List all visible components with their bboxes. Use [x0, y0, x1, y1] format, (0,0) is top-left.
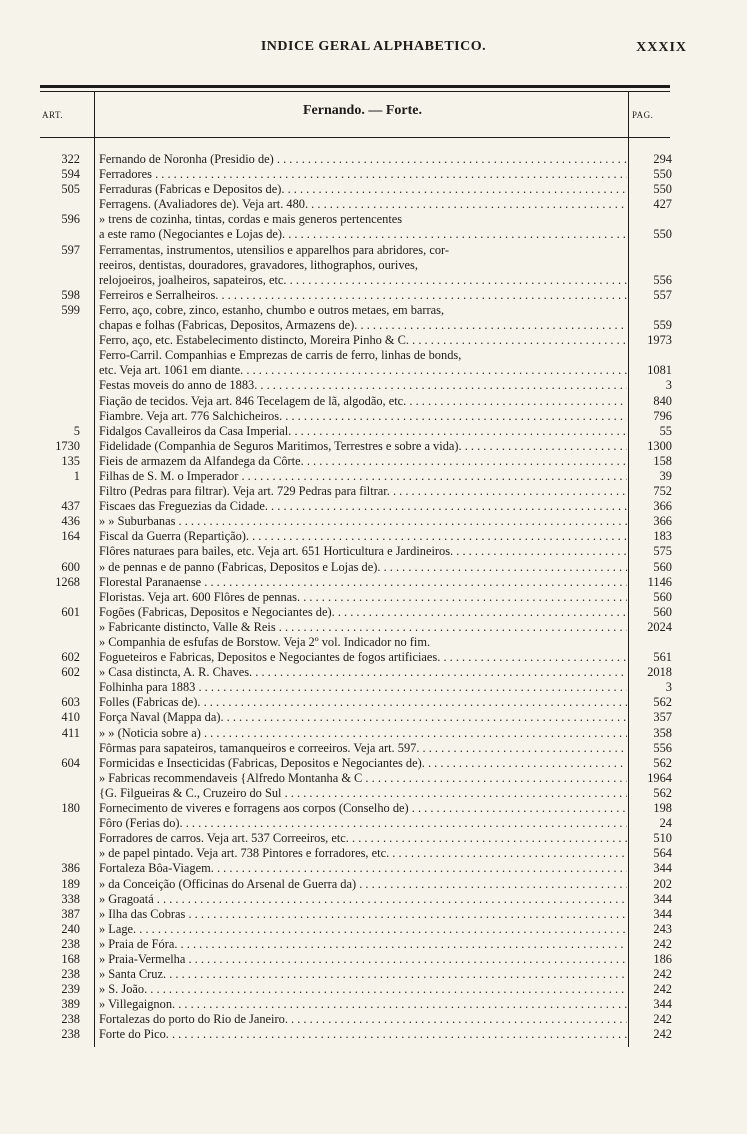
entry-page-number: 2024: [647, 619, 672, 634]
index-entry: [0, 620, 747, 635]
entry-text: Festas moveis do anno de 1883. . . .: [99, 378, 627, 393]
entry-page-number: 1300: [647, 438, 672, 453]
entry-page-number: 1973: [647, 333, 672, 348]
index-entries: [0, 152, 747, 1043]
entry-page-number: 796: [653, 408, 672, 423]
entry-text: Fôro (Ferias do). . . .: [99, 816, 627, 831]
index-entry: [0, 816, 747, 831]
entry-page-number: 242: [653, 967, 672, 982]
entry-article-number: 437: [61, 499, 80, 514]
entry-text: Fogões (Fabricas, Depositos e Negociantes de). . . .: [99, 605, 627, 620]
entry-text: Fiscaes das Freguezias da Cidade. . . .: [99, 499, 627, 514]
entry-page-number: 575: [653, 544, 672, 559]
entry-text: » de papel pintado. Veja art. 738 Pintores e forradores, etc. . . .: [99, 846, 627, 861]
entry-page-number: 294: [653, 152, 672, 166]
column-header-pag: PAG.: [632, 110, 654, 120]
entry-page-number: 557: [653, 287, 672, 302]
entry-text: » Companhia de esfufas de Borstow. Veja 2º vol. Indicador no fim.: [99, 635, 431, 649]
index-entry: [0, 409, 747, 424]
entry-article-number: 602: [61, 665, 80, 680]
index-entry: [0, 212, 747, 227]
index-entry: [0, 575, 747, 590]
entry-text: a este ramo (Negociantes e Lojas de). . . .: [99, 227, 627, 242]
entry-text: Floristas. Veja art. 600 Flôres de pennas. . . .: [99, 590, 627, 605]
entry-page-number: 562: [653, 695, 672, 710]
entry-article-number: 189: [61, 876, 80, 891]
entry-page-number: 3: [665, 680, 672, 695]
entry-article-number: 5: [73, 423, 80, 438]
index-entry: [0, 288, 747, 303]
entry-page-number: 55: [659, 423, 672, 438]
entry-article-number: 597: [61, 242, 80, 257]
entry-page-number: 840: [653, 393, 672, 408]
index-entry: [0, 560, 747, 575]
entry-page-number: 358: [653, 725, 672, 740]
entry-text: Ferraduras (Fabricas e Depositos de). . . .: [99, 182, 627, 197]
entry-text: Forradores de carros. Veja art. 537 Correeiros, etc. . . .: [99, 831, 627, 846]
entry-article-number: 1268: [55, 574, 80, 589]
entry-page-number: 564: [653, 846, 672, 861]
entry-text: Fernando de Noronha (Presidio de) . . .: [99, 152, 627, 167]
entry-text: » Santa Cruz. . . .: [99, 967, 627, 982]
entry-page-number: 366: [653, 514, 672, 529]
entry-text: » trens de cozinha, tintas, cordas e mais generos pertencentes: [99, 212, 403, 227]
index-entry: [0, 544, 747, 559]
entry-article-number: 599: [61, 302, 80, 317]
entry-page-number: 242: [653, 936, 672, 951]
entry-text: Flôres naturaes para bailes, etc. Veja art. 651 Horticultura e Jardineiros. . . .: [99, 544, 627, 559]
entry-page-number: 243: [653, 921, 672, 936]
entry-text: Fôrmas para sapateiros, tamanqueiros e correeiros. Veja art. 597. . . .: [99, 741, 627, 756]
entry-page-number: 550: [653, 227, 672, 242]
index-entry: [0, 514, 747, 529]
index-entry: [0, 1027, 747, 1042]
entry-page-number: 3: [665, 378, 672, 393]
index-entry: [0, 861, 747, 876]
entry-page-number: 344: [653, 891, 672, 906]
entry-text: Fidalgos Cavalleiros da Casa Imperial. . . .: [99, 424, 627, 439]
index-entry: [0, 710, 747, 725]
entry-page-number: 560: [653, 559, 672, 574]
entry-page-number: 1081: [647, 363, 672, 378]
entry-text: Folhinha para 1883 . . .: [99, 680, 627, 695]
entry-article-number: 389: [61, 997, 80, 1012]
entry-text: Fiscal da Guerra (Repartição). . . .: [99, 529, 627, 544]
index-entry: [0, 937, 747, 952]
entry-article-number: 596: [61, 212, 80, 227]
entry-text: Florestal Paranaense . . .: [99, 575, 627, 590]
entry-page-number: 344: [653, 906, 672, 921]
entry-text: Forte do Pico. . . .: [99, 1027, 627, 1042]
index-entry: [0, 273, 747, 288]
entry-page-number: 510: [653, 831, 672, 846]
entry-page-number: 562: [653, 755, 672, 770]
entry-text: Fiação de tecidos. Veja art. 846 Tecelagem de lã, algodão, etc. . . .: [99, 394, 627, 409]
entry-article-number: 411: [61, 725, 80, 740]
index-entry: [0, 182, 747, 197]
entry-text: Fieis de armazem da Alfandega da Côrte. . . .: [99, 454, 627, 469]
page-title: INDICE GERAL ALPHABETICO.: [260, 39, 487, 54]
entry-text: chapas e folhas (Fabricas, Depositos, Armazens de). . . .: [99, 318, 627, 333]
index-entry: [0, 801, 747, 816]
index-entry: [0, 967, 747, 982]
entry-page-number: 242: [653, 1012, 672, 1027]
entry-text: Filhas de S. M. o Imperador . . .: [99, 469, 627, 484]
entry-text: relojoeiros, joalheiros, sapateiros, etc. . . .: [99, 273, 627, 288]
index-entry: [0, 605, 747, 620]
header-rule-thick: [40, 85, 670, 88]
entry-article-number: 594: [61, 167, 80, 182]
entry-text: » Praia-Vermelha . . .: [99, 952, 627, 967]
entry-text: » Praia de Fóra. . . .: [99, 937, 627, 952]
entry-article-number: 135: [61, 453, 80, 468]
index-entry: [0, 258, 747, 273]
entry-page-number: 556: [653, 740, 672, 755]
column-header-art: ART.: [42, 110, 64, 120]
index-entry: [0, 590, 747, 605]
entry-article-number: 600: [61, 559, 80, 574]
entry-text: Ferradores . . .: [99, 167, 627, 182]
index-entry: [0, 650, 747, 665]
entry-page-number: 561: [653, 650, 672, 665]
index-entry: [0, 907, 747, 922]
header-rule-thin: [40, 91, 670, 92]
entry-page-number: 1964: [647, 770, 672, 785]
entry-text: » Ilha das Cobras . . .: [99, 907, 627, 922]
entry-page-number: 158: [653, 453, 672, 468]
index-entry: [0, 635, 747, 650]
entry-page-number: 357: [653, 710, 672, 725]
entry-text: » de pennas e de panno (Fabricas, Depositos e Lojas de). . . .: [99, 560, 627, 575]
column-header-rule: [40, 137, 670, 138]
index-entry: [0, 439, 747, 454]
entry-page-number: 24: [659, 816, 672, 831]
entry-text: » » Suburbanas . . .: [99, 514, 627, 529]
entry-article-number: 603: [61, 695, 80, 710]
entry-page-number: 202: [653, 876, 672, 891]
entry-page-number: 198: [653, 801, 672, 816]
entry-article-number: 238: [61, 967, 80, 982]
index-entry: [0, 892, 747, 907]
entry-article-number: 338: [61, 891, 80, 906]
index-entry: [0, 997, 747, 1012]
index-entry: [0, 348, 747, 363]
index-entry: [0, 469, 747, 484]
index-entry: [0, 786, 747, 801]
entry-article-number: 239: [61, 982, 80, 997]
entry-text: Força Naval (Mappa da). . . .: [99, 710, 627, 725]
index-entry: [0, 363, 747, 378]
entry-text: » Lage. . . .: [99, 922, 627, 937]
entry-article-number: 322: [61, 152, 80, 166]
index-entry: [0, 695, 747, 710]
entry-text: etc. Veja art. 1061 em diante. . . .: [99, 363, 627, 378]
entry-text: » Fabricas recommendaveis {Alfredo Montanha & C . . .: [99, 771, 627, 786]
entry-article-number: 598: [61, 287, 80, 302]
entry-text: Ferreiros e Serralheiros. . . .: [99, 288, 627, 303]
entry-page-number: 344: [653, 997, 672, 1012]
entry-text: Ferro, aço, etc. Estabelecimento distincto, Moreira Pinho & C. . . .: [99, 333, 627, 348]
index-entry: [0, 680, 747, 695]
entry-article-number: 604: [61, 755, 80, 770]
entry-page-number: 2018: [647, 665, 672, 680]
entry-page-number: 183: [653, 529, 672, 544]
entry-text: Ferragens. (Avaliadores de). Veja art. 480. . . .: [99, 197, 627, 212]
index-entry: [0, 982, 747, 997]
entry-text: Fogueteiros e Fabricas, Depositos e Negociantes de fogos artificiaes. . . .: [99, 650, 627, 665]
entry-text: » Casa distincta, A. R. Chaves. . . .: [99, 665, 627, 680]
entry-text: » » (Noticia sobre a) . . .: [99, 726, 627, 741]
entry-page-number: 556: [653, 272, 672, 287]
entry-page-number: 344: [653, 861, 672, 876]
entry-text: » Villegaignon. . . .: [99, 997, 627, 1012]
entry-article-number: 410: [61, 710, 80, 725]
entry-article-number: 238: [61, 1012, 80, 1027]
index-entry: [0, 303, 747, 318]
entry-page-number: 366: [653, 499, 672, 514]
entry-page-number: 242: [653, 982, 672, 997]
entry-text: Ferramentas, instrumentos, utensilios e apparelhos para abridores, cor-: [99, 242, 450, 257]
index-entry: [0, 152, 747, 167]
entry-text: » da Conceição (Officinas do Arsenal de Guerra da) . . .: [99, 877, 627, 892]
entry-page-number: 550: [653, 182, 672, 197]
index-entry: [0, 318, 747, 333]
index-entry: [0, 726, 747, 741]
entry-page-number: 427: [653, 197, 672, 212]
index-entry: [0, 499, 747, 514]
index-entry: [0, 756, 747, 771]
entry-text: » Fabricante distincto, Valle & Reis . . .: [99, 620, 627, 635]
entry-text: reeiros, dentistas, douradores, gravadores, lithographos, ourives,: [99, 257, 418, 272]
index-entry: [0, 454, 747, 469]
entry-article-number: 1: [73, 468, 80, 483]
entry-page-number: 242: [653, 1027, 672, 1042]
page-number: XXXIX: [636, 40, 687, 55]
index-entry: [0, 167, 747, 182]
entry-page-number: 39: [659, 468, 672, 483]
entry-article-number: 601: [61, 604, 80, 619]
index-entry: [0, 484, 747, 499]
index-entry: [0, 394, 747, 409]
column-header-range: Fernando. — Forte.: [303, 103, 422, 118]
entry-article-number: 238: [61, 1027, 80, 1042]
entry-article-number: 436: [61, 514, 80, 529]
index-entry: [0, 333, 747, 348]
index-entry: [0, 227, 747, 242]
entry-article-number: 1730: [55, 438, 80, 453]
entry-text: » Gragoatá . . .: [99, 892, 627, 907]
entry-text: Folles (Fabricas de). . . .: [99, 695, 627, 710]
entry-article-number: 180: [61, 801, 80, 816]
entry-article-number: 164: [61, 529, 80, 544]
entry-article-number: 386: [61, 861, 80, 876]
entry-text: {G. Filgueiras & C., Cruzeiro do Sul . . .: [99, 786, 627, 801]
entry-page-number: 559: [653, 318, 672, 333]
entry-text: Fortalezas do porto do Rio de Janeiro. . . .: [99, 1012, 627, 1027]
index-entry: [0, 831, 747, 846]
entry-text: Formicidas e Insecticidas (Fabricas, Depositos e Negociantes de). . . .: [99, 756, 627, 771]
entry-page-number: 752: [653, 484, 672, 499]
entry-article-number: 238: [61, 936, 80, 951]
entry-page-number: 560: [653, 604, 672, 619]
index-entry: [0, 771, 747, 786]
index-entry: [0, 877, 747, 892]
entry-page-number: 562: [653, 785, 672, 800]
index-entry: [0, 243, 747, 258]
entry-text: Fortaleza Bôa-Viagem. . . .: [99, 861, 627, 876]
entry-page-number: 186: [653, 951, 672, 966]
entry-text: Filtro (Pedras para filtrar). Veja art. 729 Pedras para filtrar. . . .: [99, 484, 627, 499]
entry-article-number: 505: [61, 182, 80, 197]
index-entry: [0, 741, 747, 756]
index-entry: [0, 846, 747, 861]
entry-text: » S. João. . . .: [99, 982, 627, 997]
entry-page-number: 560: [653, 589, 672, 604]
index-entry: [0, 1012, 747, 1027]
entry-page-number: 550: [653, 167, 672, 182]
index-entry: [0, 665, 747, 680]
entry-article-number: 240: [61, 921, 80, 936]
entry-article-number: 602: [61, 650, 80, 665]
entry-article-number: 168: [61, 951, 80, 966]
index-entry: [0, 424, 747, 439]
entry-text: Fiambre. Veja art. 776 Salchicheiros. . . .: [99, 409, 627, 424]
entry-page-number: 1146: [647, 574, 672, 589]
index-entry: [0, 529, 747, 544]
index-entry: [0, 197, 747, 212]
index-entry: [0, 378, 747, 393]
entry-text: Fidelidade (Companhia de Seguros Maritimos, Terrestres e sobre a vida). . . .: [99, 439, 627, 454]
entry-text: Fornecimento de viveres e forragens aos corpos (Conselho de) . . .: [99, 801, 627, 816]
entry-article-number: 387: [61, 906, 80, 921]
entry-text: Ferro, aço, cobre, zinco, estanho, chumbo e outros metaes, em barras,: [99, 302, 445, 317]
entry-text: Ferro-Carril. Companhias e Emprezas de carris de ferro, linhas de bonds,: [99, 348, 462, 363]
index-entry: [0, 952, 747, 967]
index-entry: [0, 922, 747, 937]
